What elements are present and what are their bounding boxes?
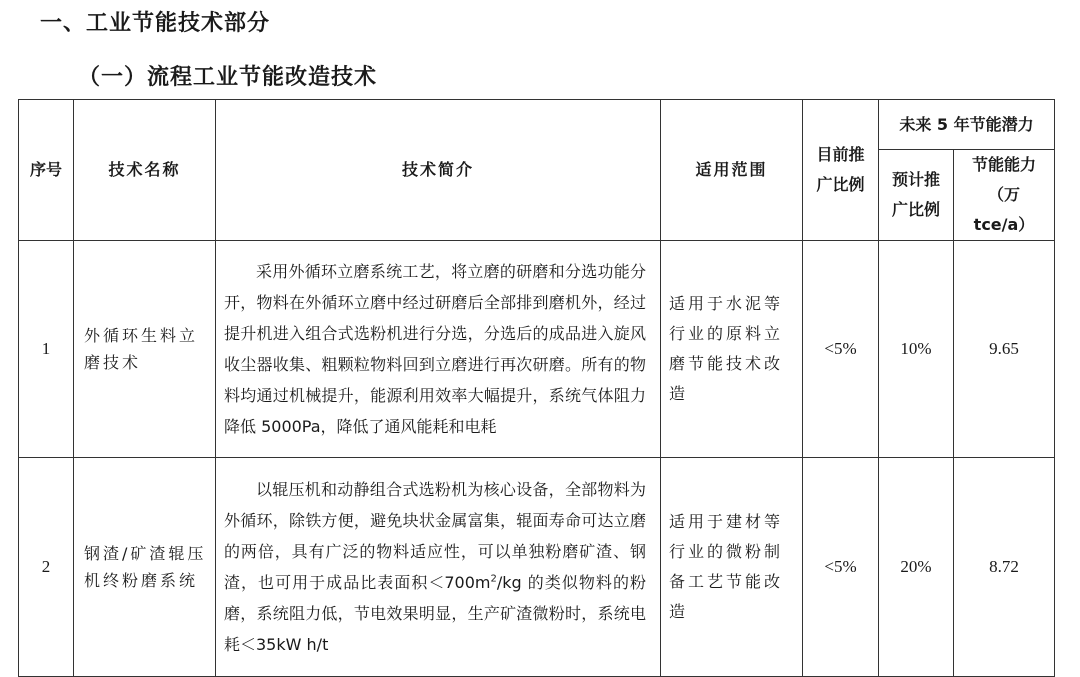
header-capacity: 节能能力（万 tce/a） — [954, 150, 1055, 241]
table-row — [19, 458, 1055, 677]
header-expected-ratio: 预计推广比例 — [879, 150, 954, 241]
section-heading: 一、工业节能技术部分 — [40, 11, 271, 36]
header-current-ratio: 目前推广比例 — [803, 100, 879, 241]
cell-current-ratio: <5% — [803, 458, 879, 677]
cell-desc-text-cont: /kg 的类似物料的粉磨，系统阻力低，节电效果明显，生产矿渣微粉时，系统电耗＜35kW h/t — [224, 573, 646, 654]
cell-capacity: 9.65 — [954, 241, 1055, 458]
cell-expected-ratio: 20% — [879, 458, 954, 677]
header-desc: 技术简介 — [216, 100, 661, 241]
superscript-exponent: 2 — [490, 573, 497, 585]
header-future-potential: 未来 5 年节能潜力 — [879, 100, 1055, 150]
header-scope: 适用范围 — [661, 100, 803, 241]
cell-desc: 采用外循环立磨系统工艺，将立磨的研磨和分选功能分开，物料在外循环立磨中经过研磨后全部排到磨机外，经过提升机进入组合式选粉机进行分选，分选后的成品进入旋风收尘器收集、粗颗粒物料回到立磨进行再次研磨。所有的物料均通过机械提升，能源利用效率大幅提升，系统气体阻力降低 5000Pa，降低了通风能耗和电耗 — [216, 241, 661, 458]
cell-current-ratio: <5% — [803, 241, 879, 458]
cell-scope: 适用于建材等行业的微粉制备工艺节能改造 — [661, 458, 803, 677]
table-row — [19, 241, 1055, 458]
table-header-row — [19, 100, 1055, 150]
header-seq: 序号 — [19, 100, 74, 241]
subsection-heading: （一）流程工业节能改造技术 — [78, 65, 378, 90]
cell-name: 外循环生料立磨技术 — [74, 241, 216, 458]
cell-capacity: 8.72 — [954, 458, 1055, 677]
cell-scope: 适用于水泥等行业的原料立磨节能技术改造 — [661, 241, 803, 458]
cell-expected-ratio: 10% — [879, 241, 954, 458]
cell-desc-text: 以辊压机和动静组合式选粉机为核心设备，全部物料为外循环，除铁方便，避免块状金属富集，辊面寿命可达立磨的两倍，具有广泛的物料适应性，可以单独粉磨矿渣、钢渣，也可用于成品比表面积＜700m — [224, 480, 646, 592]
cell-seq: 1 — [19, 241, 74, 458]
cell-name: 钢渣/矿渣辊压机终粉磨系统 — [74, 458, 216, 677]
header-name: 技术名称 — [74, 100, 216, 241]
cell-seq: 2 — [19, 458, 74, 677]
cell-desc — [216, 458, 661, 677]
technology-table — [18, 99, 1055, 677]
